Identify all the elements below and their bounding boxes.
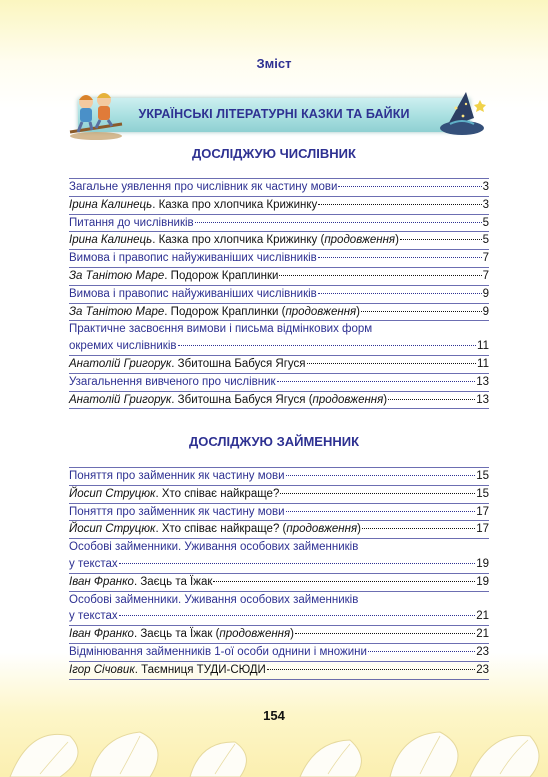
toc-entry-topic[interactable] bbox=[69, 468, 489, 485]
toc-entry-author: Іван Франко bbox=[69, 575, 134, 588]
page-number: 154 bbox=[263, 708, 285, 723]
toc-page-number: 17 bbox=[476, 505, 489, 518]
toc-divider bbox=[69, 661, 489, 662]
toc-page-number: 21 bbox=[476, 628, 489, 641]
toc-page-number: 19 bbox=[476, 575, 489, 588]
toc-divider bbox=[69, 591, 489, 592]
toc-page-number: 19 bbox=[476, 557, 489, 570]
toc-entry-work: . Збитошна Бабуся Ягуся ( bbox=[171, 393, 313, 406]
toc-entry-note-close: ) bbox=[356, 305, 361, 318]
toc-page-number: 17 bbox=[476, 523, 489, 536]
toc-page-number: 13 bbox=[476, 375, 489, 388]
toc-leader-dots bbox=[361, 310, 482, 312]
toc-entry-topic[interactable] bbox=[69, 338, 489, 355]
toc-leader-dots bbox=[307, 362, 477, 364]
toc-entry-note: продовження bbox=[219, 628, 291, 641]
toc-entry-note: продовження bbox=[286, 523, 358, 536]
toc-page-number: 5 bbox=[482, 216, 489, 229]
toc-leader-dots bbox=[388, 398, 475, 400]
toc-entry-title: у текстах bbox=[69, 557, 118, 570]
toc-page-number: 7 bbox=[482, 269, 489, 282]
toc-page-number: 15 bbox=[476, 487, 489, 500]
toc-entry-title bbox=[69, 574, 212, 591]
toc-entry-title: окремих числівників bbox=[69, 340, 177, 353]
toc-entry-title: Поняття про займенник як частину мови bbox=[69, 505, 285, 518]
toc-entry-author: Анатолій Григорук bbox=[69, 393, 172, 406]
toc-divider bbox=[69, 625, 489, 626]
toc-leader-dots bbox=[362, 527, 475, 529]
toc-entry-title: Вимова і правопис найуживаніших числівників bbox=[69, 287, 317, 300]
toc-entry-note: продовження bbox=[312, 393, 384, 406]
toc-entry-title bbox=[69, 356, 306, 373]
toc-divider bbox=[69, 408, 489, 409]
toc-entry-reading[interactable] bbox=[69, 574, 489, 591]
toc-divider bbox=[69, 503, 489, 504]
toc-leader-dots bbox=[178, 344, 477, 346]
toc-pronoun bbox=[69, 467, 489, 680]
toc-entry-topic[interactable] bbox=[69, 179, 489, 196]
toc-entry-work: . Подорож Краплинки bbox=[164, 269, 279, 282]
toc-entry-topic[interactable] bbox=[69, 250, 489, 267]
toc-page-number: 3 bbox=[482, 181, 489, 193]
toc-entry-note-close: ) bbox=[357, 523, 361, 536]
toc-entry-author: Йосип Струцюк bbox=[69, 523, 156, 536]
toc-divider bbox=[69, 485, 489, 486]
section-heading-numeral: ДОСЛІДЖУЮ ЧИСЛІВНИК bbox=[192, 146, 356, 161]
toc-page-number: 11 bbox=[477, 340, 489, 353]
toc-entry-title bbox=[69, 521, 361, 538]
toc-divider bbox=[69, 196, 489, 197]
toc-entry-topic[interactable] bbox=[69, 608, 489, 625]
toc-entry-title bbox=[69, 392, 387, 409]
toc-entry-work: . Заєць та Їжак bbox=[133, 575, 213, 588]
toc-page-number: 23 bbox=[476, 663, 489, 676]
section-banner bbox=[78, 98, 470, 132]
toc-entry-work: . Хто співає найкраще? bbox=[155, 487, 280, 500]
toc-leader-dots bbox=[277, 380, 476, 382]
toc-entry-note-close: ) bbox=[395, 234, 399, 247]
toc-divider bbox=[69, 538, 489, 539]
toc-entry-author: Іван Франко bbox=[69, 628, 134, 641]
banner-title: УКРАЇНСЬКІ ЛІТЕРАТУРНІ КАЗКИ ТА БАЙКИ bbox=[138, 107, 410, 121]
toc-leader-dots bbox=[267, 668, 475, 670]
toc-entry-work: . Хто співає найкраще? ( bbox=[155, 523, 287, 536]
toc-divider bbox=[69, 467, 489, 468]
toc-entry-author: Ігор Січовик bbox=[69, 663, 135, 676]
toc-entry-work: . Казка про хлопчика Крижинку bbox=[152, 198, 318, 211]
toc-divider bbox=[69, 285, 489, 286]
toc-divider bbox=[69, 573, 489, 574]
toc-page-number: 13 bbox=[476, 393, 489, 406]
toc-entry-line[interactable]: Особові займенники. Уживання особових займенників bbox=[69, 593, 359, 606]
toc-leader-dots bbox=[368, 650, 475, 652]
toc-entry-topic[interactable] bbox=[69, 556, 489, 573]
toc-entry-reading[interactable] bbox=[69, 521, 489, 538]
toc-entry-title bbox=[69, 268, 278, 285]
toc-page-number: 7 bbox=[482, 252, 489, 265]
toc-leader-dots bbox=[318, 292, 482, 294]
toc-entry-work: . Таємниця ТУДИ-СЮДИ bbox=[134, 663, 266, 676]
toc-entry-title: Відмінювання займенників 1-ої особи однини і множини bbox=[69, 645, 367, 658]
toc-page-number: 9 bbox=[482, 287, 489, 300]
toc-divider bbox=[69, 214, 489, 215]
toc-entry-topic[interactable] bbox=[69, 644, 489, 661]
toc-divider bbox=[69, 303, 489, 304]
toc-divider bbox=[69, 249, 489, 250]
toc-leader-dots bbox=[119, 614, 476, 616]
toc-entry-title: Питання до числівників bbox=[69, 216, 194, 229]
toc-divider bbox=[69, 520, 489, 521]
toc-divider bbox=[69, 373, 489, 374]
toc-entry-author: Йосип Струцюк bbox=[69, 487, 156, 500]
toc-leader-dots bbox=[286, 510, 476, 512]
toc-entry-note-close: ) bbox=[383, 393, 388, 406]
toc-leader-dots bbox=[195, 221, 482, 223]
toc-entry-author: Ірина Калинець bbox=[69, 198, 153, 211]
toc-entry-reading[interactable] bbox=[69, 197, 489, 214]
toc-divider bbox=[69, 679, 489, 680]
toc-page-number: 3 bbox=[482, 198, 489, 211]
leaf-ornament-icon bbox=[0, 686, 548, 777]
toc-numeral bbox=[69, 178, 489, 409]
toc-leader-dots bbox=[280, 492, 475, 494]
toc-page-number: 15 bbox=[476, 470, 489, 482]
toc-entry-title bbox=[69, 197, 317, 214]
page-title: Зміст bbox=[256, 56, 292, 71]
toc-entry-topic[interactable] bbox=[69, 504, 489, 521]
toc-divider bbox=[69, 178, 489, 179]
toc-entry-work: . Заєць та Їжак ( bbox=[133, 628, 220, 641]
toc-entry-topic[interactable] bbox=[69, 286, 489, 303]
toc-entry-title bbox=[69, 232, 399, 249]
toc-entry-work: . Подорож Краплинки ( bbox=[164, 305, 286, 318]
toc-entry-reading[interactable] bbox=[69, 486, 489, 503]
toc-divider bbox=[69, 355, 489, 356]
toc-entry-title: Узагальнення вивченого про числівник bbox=[69, 375, 276, 388]
toc-entry-work: . Збитошна Бабуся Ягуся bbox=[171, 357, 306, 370]
toc-page-number: 23 bbox=[476, 645, 489, 658]
toc-leader-dots bbox=[318, 256, 482, 258]
toc-entry-note: продовження bbox=[285, 305, 357, 318]
toc-entry-title: Вимова і правопис найуживаніших числівників bbox=[69, 252, 317, 265]
toc-entry-note-close: ) bbox=[290, 628, 294, 641]
toc-divider bbox=[69, 231, 489, 232]
toc-entry-reading[interactable] bbox=[69, 304, 489, 321]
toc-entry-work: . Казка про хлопчика Крижинку ( bbox=[152, 234, 325, 247]
toc-entry-title: Поняття про займенник як частину мови bbox=[69, 470, 285, 482]
toc-entry-title bbox=[69, 486, 279, 503]
toc-entry-line[interactable]: Практичне засвоєння вимови і письма відмінкових форм bbox=[69, 323, 373, 336]
toc-divider bbox=[69, 643, 489, 644]
toc-leader-dots bbox=[279, 274, 481, 276]
toc-leader-dots bbox=[286, 474, 476, 476]
toc-entry-reading[interactable] bbox=[69, 626, 489, 643]
toc-entry-title bbox=[69, 304, 360, 321]
toc-entry-author: Ірина Калинець bbox=[69, 234, 153, 247]
toc-entry-reading[interactable] bbox=[69, 268, 489, 285]
toc-entry-title bbox=[69, 626, 294, 643]
toc-leader-dots bbox=[400, 238, 482, 240]
toc-leader-dots bbox=[338, 185, 481, 187]
toc-entry-topic[interactable] bbox=[69, 215, 489, 232]
toc-entry-reading[interactable] bbox=[69, 232, 489, 249]
toc-entry-title bbox=[69, 662, 266, 679]
toc-entry-author: Анатолій Григорук bbox=[69, 357, 172, 370]
toc-leader-dots bbox=[213, 580, 475, 582]
toc-entry-note: продовження bbox=[324, 234, 396, 247]
toc-entry-title: Загальне уявлення про числівник як частину мови bbox=[69, 181, 338, 193]
toc-entry-reading[interactable] bbox=[69, 392, 489, 409]
witch-hat-icon bbox=[436, 88, 492, 140]
toc-entry-author: За Танітою Маре bbox=[69, 305, 165, 318]
toc-entry-reading[interactable] bbox=[69, 356, 489, 373]
toc-page-number: 9 bbox=[482, 305, 489, 318]
toc-divider bbox=[69, 320, 489, 321]
toc-leader-dots bbox=[318, 203, 481, 205]
toc-leader-dots bbox=[119, 562, 476, 564]
toc-page-number: 5 bbox=[482, 234, 489, 247]
toc-entry-author: За Танітою Маре bbox=[69, 269, 165, 282]
toc-entry-line[interactable]: Особові займенники. Уживання особових займенників bbox=[69, 541, 359, 554]
toc-leader-dots bbox=[295, 632, 475, 634]
toc-divider bbox=[69, 391, 489, 392]
toc-page-number: 11 bbox=[477, 357, 489, 370]
toc-entry-reading[interactable] bbox=[69, 662, 489, 679]
section-heading-pronoun: ДОСЛІДЖУЮ ЗАЙМЕННИК bbox=[188, 434, 360, 449]
toc-entry-topic[interactable] bbox=[69, 374, 489, 391]
toc-page-number: 21 bbox=[476, 610, 489, 623]
toc-divider bbox=[69, 267, 489, 268]
toc-entry-title: у текстах bbox=[69, 610, 118, 623]
